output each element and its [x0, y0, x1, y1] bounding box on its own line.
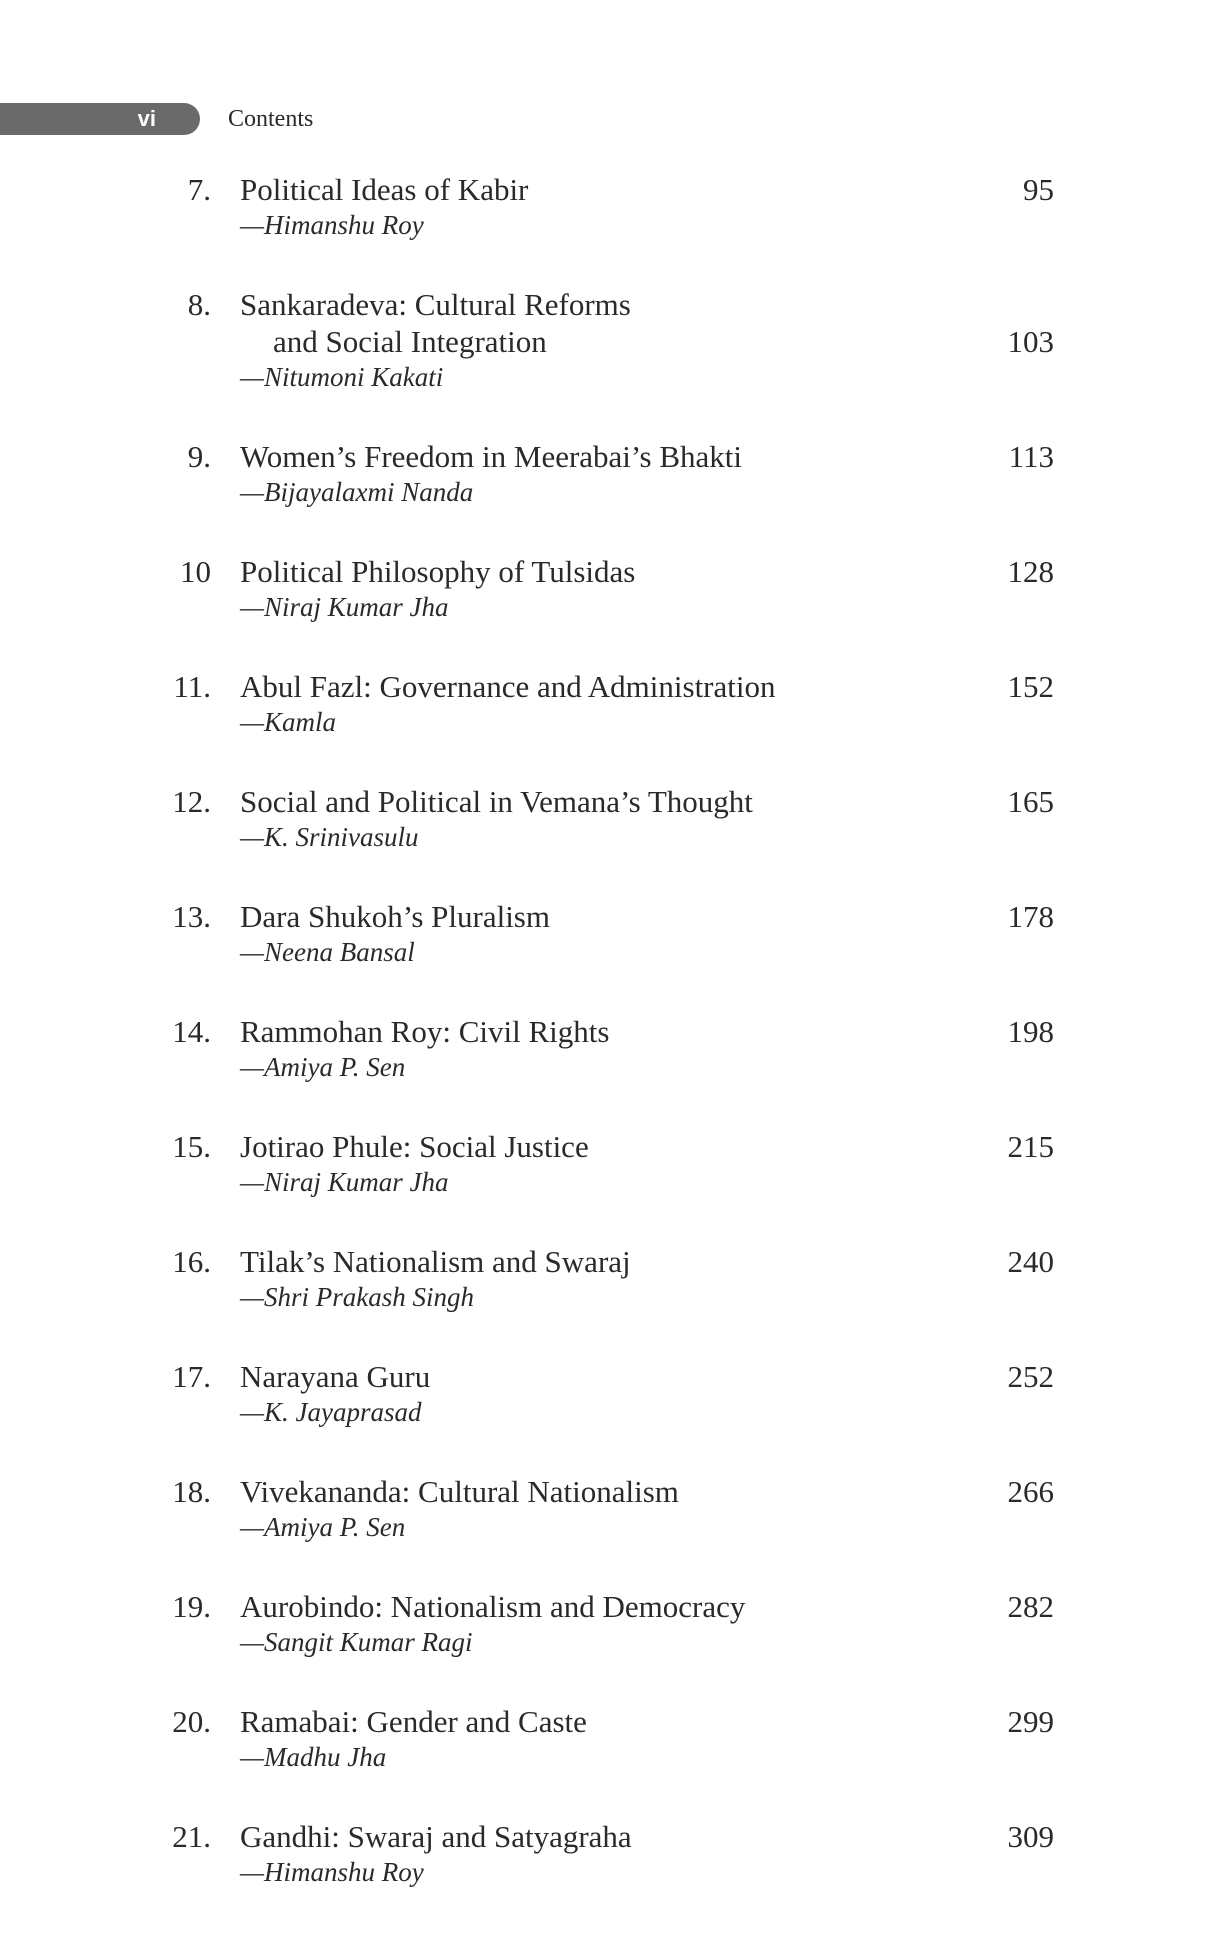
- page-number: 215: [1007, 1129, 1054, 1164]
- toc-title-line: [0, 1588, 1214, 1625]
- chapter-author: —Amiya P. Sen: [240, 1512, 406, 1542]
- table-of-contents: [0, 171, 1214, 1933]
- chapter-author: —Neena Bansal: [240, 937, 415, 967]
- chapter-author: —K. Jayaprasad: [240, 1397, 422, 1427]
- chapter-number: 16.: [172, 1244, 211, 1279]
- chapter-author: —Amiya P. Sen: [240, 1052, 406, 1082]
- page-number: 113: [1008, 439, 1054, 474]
- chapter-author: —Niraj Kumar Jha: [240, 1167, 449, 1197]
- page-number: 309: [1007, 1819, 1054, 1854]
- chapter-number: 11.: [173, 669, 211, 704]
- chapter-title: Social and Political in Vemana’s Thought: [240, 784, 753, 819]
- chapter-number: 10: [180, 554, 211, 589]
- chapter-author: —K. Srinivasulu: [240, 822, 419, 852]
- toc-entry: [0, 553, 1214, 624]
- toc-title-line: [0, 898, 1214, 935]
- toc-title-line: [0, 668, 1214, 705]
- chapter-title: and Social Integration: [273, 324, 547, 359]
- toc-entry: [0, 1588, 1214, 1659]
- page-number-tab: vi: [0, 103, 200, 135]
- toc-title-line: [0, 783, 1214, 820]
- toc-title-line: [0, 1358, 1214, 1395]
- toc-entry: [0, 1243, 1214, 1314]
- chapter-number: 18.: [172, 1474, 211, 1509]
- chapter-title: Abul Fazl: Governance and Administration: [240, 669, 776, 704]
- page-number: 198: [1007, 1014, 1054, 1049]
- page-header: [0, 103, 600, 135]
- toc-title-line: [0, 438, 1214, 475]
- toc-entry: [0, 1358, 1214, 1429]
- page-number: 252: [1007, 1359, 1054, 1394]
- toc-title-line: [0, 286, 1214, 323]
- page-number: 152: [1007, 669, 1054, 704]
- chapter-number: 12.: [172, 784, 211, 819]
- chapter-author: —Himanshu Roy: [240, 1857, 424, 1887]
- page-number: 282: [1007, 1589, 1054, 1624]
- chapter-author: —Shri Prakash Singh: [240, 1282, 475, 1312]
- chapter-number: 17.: [172, 1359, 211, 1394]
- toc-title-line: [0, 553, 1214, 590]
- chapter-author: —Sangit Kumar Ragi: [240, 1627, 473, 1657]
- toc-entry: [0, 1473, 1214, 1544]
- toc-entry: [0, 1013, 1214, 1084]
- toc-title-line: [0, 323, 1214, 360]
- chapter-number: 13.: [172, 899, 211, 934]
- chapter-title: Jotirao Phule: Social Justice: [240, 1129, 589, 1164]
- running-head: Contents: [228, 106, 314, 132]
- chapter-title: Aurobindo: Nationalism and Democracy: [240, 1589, 746, 1624]
- toc-title-line: [0, 171, 1214, 208]
- chapter-title: Rammohan Roy: Civil Rights: [240, 1014, 610, 1049]
- chapter-number: 7.: [187, 172, 211, 207]
- toc-title-line: [0, 1013, 1214, 1050]
- page-number: 95: [1023, 172, 1054, 207]
- toc-title-line: [0, 1473, 1214, 1510]
- chapter-title: Sankaradeva: Cultural Reforms: [240, 287, 631, 322]
- toc-entry: [0, 1128, 1214, 1199]
- page-number: 266: [1007, 1474, 1054, 1509]
- page-number: 240: [1007, 1244, 1054, 1279]
- toc-title-line: [0, 1128, 1214, 1165]
- chapter-number: 21.: [172, 1819, 211, 1854]
- toc-entry: [0, 898, 1214, 969]
- chapter-author: —Niraj Kumar Jha: [240, 592, 449, 622]
- chapter-author: —Nitumoni Kakati: [240, 362, 444, 392]
- chapter-title: Women’s Freedom in Meerabai’s Bhakti: [240, 439, 743, 474]
- page-number: 165: [1007, 784, 1054, 819]
- chapter-author: —Bijayalaxmi Nanda: [240, 477, 474, 507]
- chapter-number: 15.: [172, 1129, 211, 1164]
- toc-entry: [0, 1703, 1214, 1774]
- page-number: 103: [1007, 324, 1054, 359]
- toc-title-line: [0, 1243, 1214, 1280]
- chapter-number: 14.: [172, 1014, 211, 1049]
- chapter-title: Narayana Guru: [240, 1359, 431, 1394]
- toc-entry: [0, 668, 1214, 739]
- toc-entry: [0, 783, 1214, 854]
- chapter-number: 8.: [187, 287, 211, 322]
- chapter-author: —Himanshu Roy: [240, 210, 424, 240]
- toc-title-line: [0, 1703, 1214, 1740]
- toc-title-line: [0, 1818, 1214, 1855]
- toc-entry: [0, 171, 1214, 242]
- chapter-number: 20.: [172, 1704, 211, 1739]
- chapter-number: 19.: [172, 1589, 211, 1624]
- chapter-number: 9.: [187, 439, 211, 474]
- page-number: 178: [1007, 899, 1054, 934]
- chapter-title: Gandhi: Swaraj and Satyagraha: [240, 1819, 632, 1854]
- chapter-title: Ramabai: Gender and Caste: [240, 1704, 587, 1739]
- page-number: 128: [1007, 554, 1054, 589]
- chapter-title: Dara Shukoh’s Pluralism: [240, 899, 550, 934]
- toc-entry: [0, 438, 1214, 509]
- chapter-title: Vivekananda: Cultural Nationalism: [240, 1474, 679, 1509]
- chapter-author: —Madhu Jha: [240, 1742, 387, 1772]
- chapter-title: Political Ideas of Kabir: [240, 172, 529, 207]
- chapter-title: Tilak’s Nationalism and Swaraj: [240, 1244, 631, 1279]
- toc-entry: [0, 1818, 1214, 1889]
- toc-entry: [0, 286, 1214, 394]
- chapter-author: —Kamla: [240, 707, 337, 737]
- chapter-title: Political Philosophy of Tulsidas: [240, 554, 636, 589]
- page-number: 299: [1007, 1704, 1054, 1739]
